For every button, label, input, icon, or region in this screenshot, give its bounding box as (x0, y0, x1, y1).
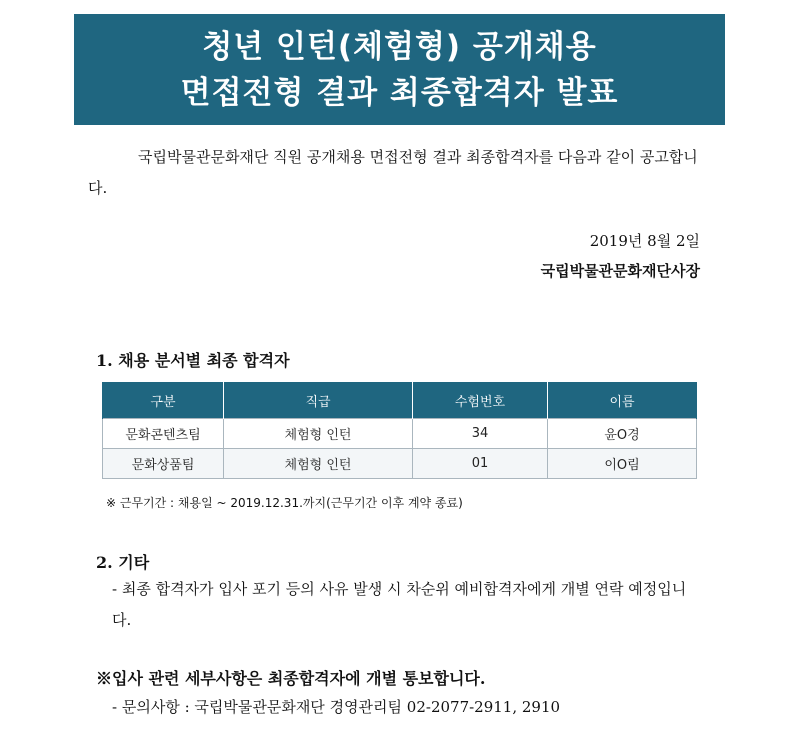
cell-rank: 체험형 인턴 (224, 449, 413, 479)
intro-paragraph: 국립박물관문화재단 직원 공개채용 면접전형 결과 최종합격자를 다음과 같이 공고합니다. (88, 148, 698, 197)
cell-name: 이O림 (548, 449, 697, 479)
col-header-rank: 직급 (224, 382, 413, 419)
table-header-row (103, 382, 697, 419)
signer: 국립박물관문화재단사장 (540, 262, 700, 280)
contact-info: - 문의사항 : 국립박물관문화재단 경영관리팀 02-2077-2911, 2910 (112, 698, 561, 716)
results-table (102, 382, 697, 479)
col-header-name: 이름 (548, 382, 697, 419)
work-period-note: ※ 근무기간 : 채용일 ~ 2019.12.31.까지(근무기간 이후 계약 종료) (106, 496, 463, 510)
table-row (103, 419, 697, 449)
col-header-exam-number: 수험번호 (413, 382, 548, 419)
title-banner (74, 14, 725, 125)
cell-exam-number: 01 (413, 449, 548, 479)
final-notice: ※입사 관련 세부사항은 최종합격자에 개별 통보합니다. (96, 669, 486, 688)
cell-division: 문화콘텐츠팀 (103, 419, 224, 449)
col-header-division: 구분 (103, 382, 224, 419)
section-1-heading: 1. 채용 분서별 최종 합격자 (96, 351, 290, 370)
cell-division: 문화상품팀 (103, 449, 224, 479)
table-row (103, 449, 697, 479)
title-line-1: 청년 인턴(체험형) 공개채용 (202, 29, 597, 65)
announcement-date: 2019년 8월 2일 (589, 232, 700, 250)
section-2-heading: 2. 기타 (96, 553, 150, 572)
cell-rank: 체험형 인턴 (224, 419, 413, 449)
cell-exam-number: 34 (413, 419, 548, 449)
section-2-bullet: - 최종 합격자가 입사 포기 등의 사유 발생 시 차순위 예비합격자에게 개별 연락 예정입니다. (112, 580, 687, 629)
cell-name: 윤O경 (548, 419, 697, 449)
title-line-2: 면접전형 결과 최종합격자 발표 (180, 75, 619, 111)
